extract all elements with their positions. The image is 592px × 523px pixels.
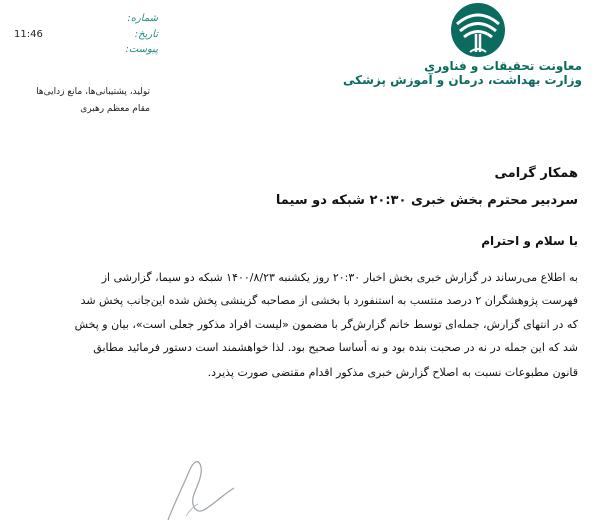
meta-date-row (0, 28, 160, 42)
org-name-line2: وزارت بهداشت، درمان و آموزش پزشکی (343, 73, 582, 87)
attachment-label: پیوست: (125, 44, 158, 55)
time-value: 11:46 (14, 29, 43, 40)
number-label: شماره: (127, 13, 158, 24)
body-line-3: که در انتهای گزارش، جمله‌ای توسط خانم گزارش‌گر با مضمون «لیست افراد مذکور جعلی است»، بیان و پخش (74, 318, 578, 331)
date-label: تاریخ: (134, 29, 158, 40)
body-line-4: شد که این جمله در نه در صحبت بنده بود و نه أساسا صحیح بود. لذا خواهشمند است دستور فرمائید مطابق (93, 341, 578, 354)
body-line-5: قانون مطبوعات نسبت به اصلاح گزارش خبری مذکور اقدام مقتضی صورت پذیرد. (207, 366, 578, 379)
recipient: سردبیر محترم بخش خبری ۲۰:۳۰ شبکه دو سیما (275, 193, 578, 208)
signature-scribble (164, 454, 238, 523)
salutation: همکار گرامی (494, 166, 578, 181)
cc-line-1: تولید، پشتیبانی‌ها، مانع زدایی‌ها (36, 87, 150, 97)
meta-attachment-row (0, 43, 160, 57)
body-line-2: فهرست پژوهشگران ۲ درصد منتسب به استنفورد با بخشی از مصاحبه گزینشی پخش شده این‌جانب پخش شد (80, 294, 578, 307)
meta-number-row (0, 12, 160, 26)
org-name-line1: معاونت تحقیقات و فناوری (424, 59, 582, 73)
greeting: با سلام و احترام (481, 234, 578, 248)
cc-line-2: مقام معظم رهبری (80, 104, 150, 114)
body-line-1: به اطلاع می‌رساند در گزارش خبری بخش اخبار ۲۰:۳۰ روز یکشنبه ۱۴۰۰/۸/۲۳ شبکه دو سیما، گزارشی از (101, 271, 578, 284)
tree-logo-icon (448, 2, 508, 58)
